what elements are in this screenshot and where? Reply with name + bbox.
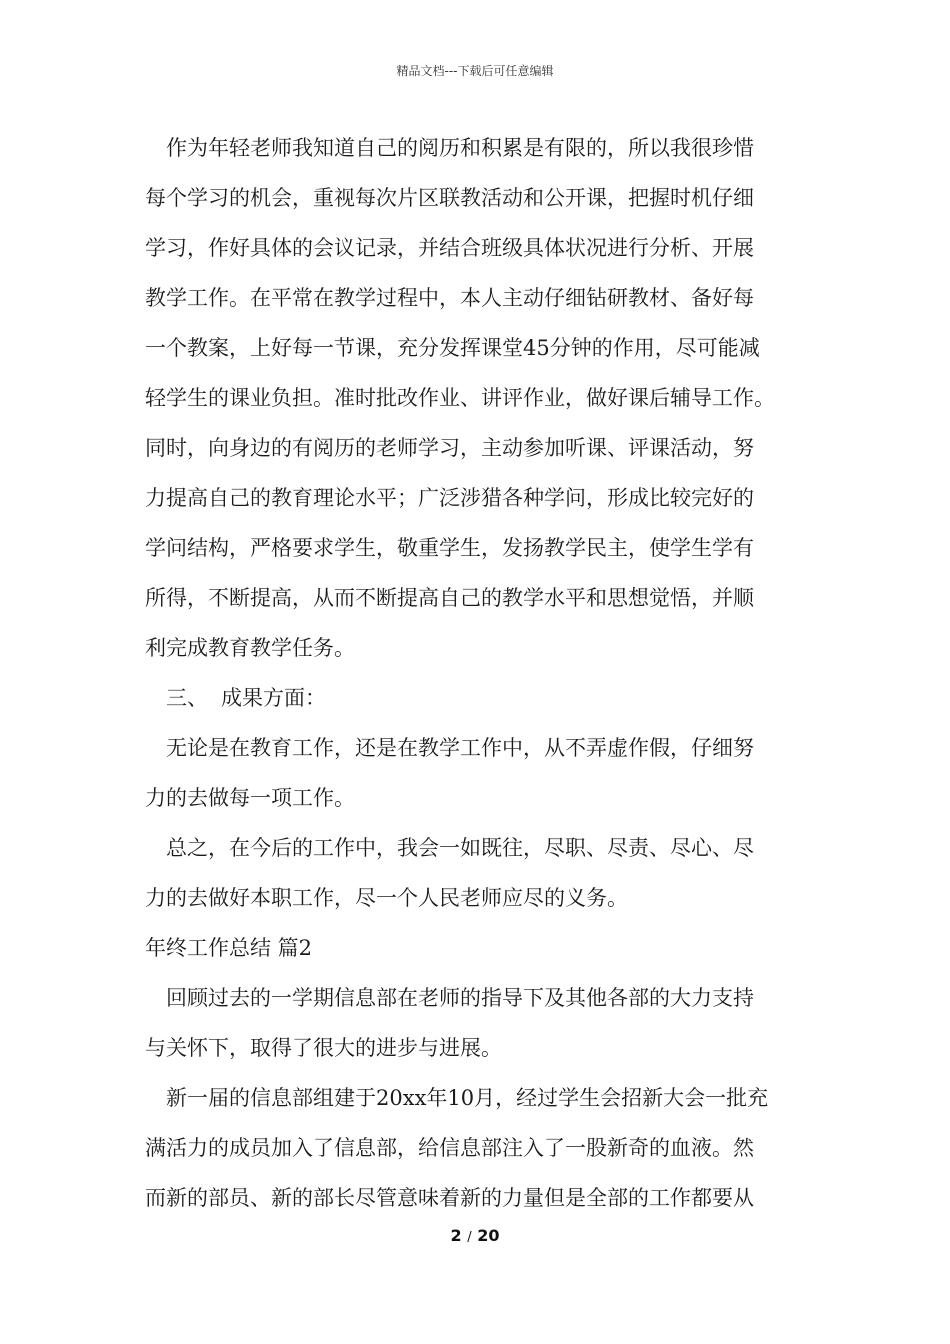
total-pages: 20 — [477, 1226, 500, 1245]
paragraph-line: 同时，向身边的有阅历的老师学习，主动参加听课、评课活动，努 — [145, 436, 754, 460]
paragraph-line: 作为年轻老师我知道自己的阅历和积累是有限的，所以我很珍惜 — [166, 136, 754, 160]
paragraph-line: 轻学生的课业负担。准时批改作业、讲评作业，做好课后辅导工作。 — [145, 386, 775, 410]
paragraph-line: 力提高自己的教育理论水平；广泛涉猎各种学问，形成比较完好的 — [145, 486, 754, 510]
paragraph-line: 与关怀下，取得了很大的进步与进展。 — [145, 1036, 502, 1060]
paragraph-line: 所得，不断提高，从而不断提高自己的教学水平和思想觉悟，并顺 — [145, 586, 754, 610]
paragraph-line: 新一届的信息部组建于20xx年10月，经过学生会招新大会一批充 — [166, 1086, 769, 1110]
paragraph-line: 一个教案，上好每一节课，充分发挥课堂45分钟的作用，尽可能减 — [145, 336, 760, 360]
section-title: 成果方面： — [221, 686, 326, 710]
current-page: 2 — [450, 1226, 462, 1245]
page-header: 精品文档---下载后可任意编辑 — [396, 64, 554, 78]
paragraph-line: 每个学习的机会，重视每次片区联教活动和公开课，把握时机仔细 — [145, 186, 754, 210]
paragraph-line: 而新的部员、新的部长尽管意味着新的力量但是全部的工作都要从 — [145, 1186, 754, 1210]
section-number: 三、 — [166, 686, 208, 710]
paragraph-line: 力的去做好本职工作，尽一个人民老师应尽的义务。 — [145, 886, 628, 910]
paragraph-line: 总之，在今后的工作中，我会一如既往，尽职、尽责、尽心、尽 — [166, 836, 754, 860]
section-heading — [145, 678, 815, 728]
paragraph-line: 无论是在教育工作，还是在教学工作中，从不弄虚作假，仔细努 — [166, 736, 754, 760]
document-body — [145, 128, 815, 1228]
paragraph-line: 利完成教育教学任务。 — [145, 636, 355, 660]
paragraph-line: 回顾过去的一学期信息部在老师的指导下及其他各部的大力支持 — [166, 986, 754, 1010]
paragraph-line: 学问结构，严格要求学生，敬重学生，发扬教学民主，使学生学有 — [145, 536, 754, 560]
page-separator: / — [467, 1230, 472, 1245]
paragraph-line: 学习，作好具体的会议记录，并结合班级具体状况进行分析、开展 — [145, 236, 754, 260]
article-heading: 年终工作总结 篇2 — [145, 936, 313, 960]
paragraph-line: 力的去做每一项工作。 — [145, 786, 355, 810]
paragraph-line: 满活力的成员加入了信息部，给信息部注入了一股新奇的血液。然 — [145, 1136, 754, 1160]
page-number — [0, 1226, 950, 1245]
paragraph-line: 教学工作。在平常在教学过程中，本人主动仔细钻研教材、备好每 — [145, 286, 754, 310]
